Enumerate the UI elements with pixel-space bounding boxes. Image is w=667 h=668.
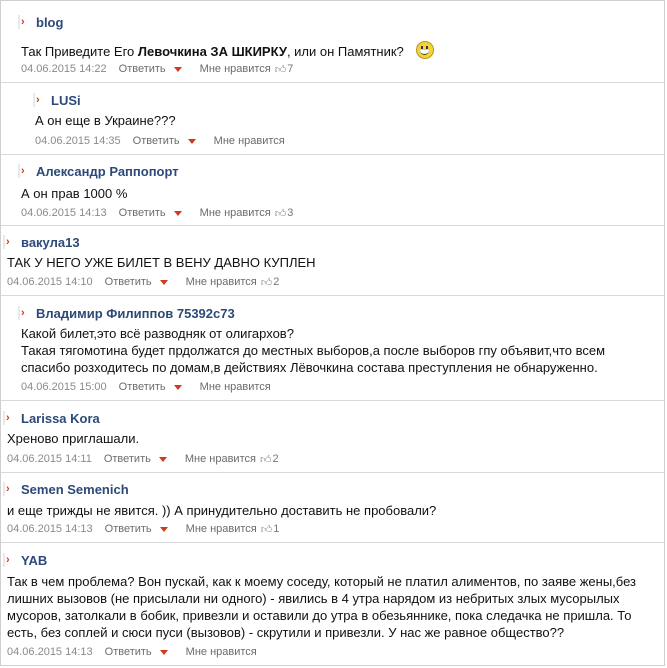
comment	[1, 401, 664, 473]
chevron-down-icon[interactable]	[188, 139, 196, 144]
chevron-down-icon[interactable]	[174, 385, 182, 390]
reply-arrow-icon: ›	[18, 15, 33, 29]
like-button[interactable]: Мне нравится	[185, 646, 257, 658]
comment-meta	[7, 644, 257, 660]
comment	[1, 83, 664, 155]
thumbs-up-icon[interactable]: 👍︎	[260, 276, 273, 289]
reply-button[interactable]: Ответить	[103, 453, 151, 465]
reply-button[interactable]: Ответить	[118, 381, 166, 393]
like-button[interactable]: Мне нравится	[185, 523, 257, 535]
comment-text: ТАК У НЕГО УЖЕ БИЛЕТ В ВЕНУ ДАВНО КУПЛЕН	[7, 255, 316, 270]
comment-date: 04.06.2015 14:13	[7, 646, 93, 658]
reply-button[interactable]: Ответить	[118, 63, 166, 75]
comment-author[interactable]: YAB	[21, 552, 48, 568]
comment-date: 04.06.2015 14:22	[21, 63, 107, 75]
thumbs-up-icon[interactable]: 👍︎	[259, 453, 272, 466]
like-count: 2	[273, 276, 280, 288]
reply-arrow-icon: ›	[18, 164, 33, 178]
like-count: 1	[273, 523, 280, 535]
comment-author[interactable]: Владимир Филиппов 75392с73	[36, 305, 235, 321]
reply-arrow-icon: ›	[3, 553, 18, 567]
comment-author[interactable]: Александр Раппопорт	[36, 163, 179, 179]
thumbs-up-icon[interactable]: 👍︎	[274, 63, 287, 76]
comment-date: 04.06.2015 14:13	[21, 207, 107, 219]
like-button[interactable]: Мне нравится	[185, 276, 257, 288]
reply-arrow-icon: ›	[18, 306, 33, 320]
chevron-down-icon[interactable]	[160, 650, 168, 655]
comment-text: и еще трижды не явится. )) А принудительно доставить не пробовали?	[7, 503, 437, 518]
comment-meta	[35, 133, 285, 149]
thumbs-up-icon[interactable]: 👍︎	[274, 207, 287, 220]
comment-date: 04.06.2015 14:11	[7, 453, 92, 465]
comment-meta	[7, 521, 279, 537]
smiley-icon	[416, 41, 434, 59]
chevron-down-icon[interactable]	[159, 457, 167, 462]
reply-button[interactable]: Ответить	[104, 646, 152, 658]
comment-date: 04.06.2015 15:00	[21, 381, 107, 393]
comment	[1, 155, 664, 226]
thumbs-up-icon[interactable]: 👍︎	[260, 523, 273, 536]
like-button[interactable]: Мне нравится	[199, 63, 271, 75]
reply-arrow-icon: ›	[3, 482, 18, 496]
comment-text: Какой билет,это всё разводняк от олигархов? Такая тягомотина будет прдолжатся до местных выборов,а после выборов гпу объявит,что всем спасибо розходитесь по домам,в действиях Лёвочкина состава преступления не обнаруженно.	[21, 326, 606, 375]
comment-author[interactable]: вакула13	[21, 234, 80, 250]
comment-meta	[7, 274, 279, 290]
comment	[1, 473, 664, 543]
comment	[1, 296, 664, 401]
like-button[interactable]: Мне нравится	[199, 381, 271, 393]
reply-button[interactable]: Ответить	[104, 523, 152, 535]
like-count: 3	[287, 207, 294, 219]
reply-arrow-icon: ›	[3, 411, 18, 425]
comment-text: Так Приведите Его Левочкина ЗА ШКИРКУ, или он Памятник?	[21, 43, 434, 62]
comment	[1, 1, 664, 83]
like-count: 7	[287, 63, 294, 75]
reply-arrow-icon: ›	[33, 93, 48, 107]
reply-button[interactable]: Ответить	[118, 207, 166, 219]
chevron-down-icon[interactable]	[174, 67, 182, 72]
comment-text: Так в чем проблема? Вон пускай, как к моему соседу, который не платил алиментов, по заяве жены,без лишних вызовов (не присылали ни одного) - явились в 4 утра нарядом из небритых злых мусорылых мусоров, затолкали в бобик, привезли и оставили до утра в обезьяннике, пока следачка не пришла. То есть, без соплей и сюси пуси (вызовов) - скрутили и привезли. У нас же равное общество??	[7, 574, 636, 640]
comment-meta	[21, 205, 293, 221]
chevron-down-icon[interactable]	[174, 211, 182, 216]
comment-author[interactable]: Larissa Kora	[21, 410, 100, 426]
reply-button[interactable]: Ответить	[132, 135, 180, 147]
comment-text: А он прав 1000 %	[21, 186, 128, 201]
comment-text: А он еще в Украине???	[35, 113, 176, 128]
like-button[interactable]: Мне нравится	[184, 453, 256, 465]
comment-date: 04.06.2015 14:10	[7, 276, 93, 288]
comment	[1, 226, 664, 296]
comment-text: Хреново приглашали.	[7, 431, 140, 446]
chevron-down-icon[interactable]	[160, 280, 168, 285]
comment-author[interactable]: LUSi	[51, 92, 81, 108]
comment-author[interactable]: blog	[36, 14, 64, 30]
reply-button[interactable]: Ответить	[104, 276, 152, 288]
comment-author[interactable]: Semen Semenich	[21, 481, 129, 497]
comment-meta	[21, 61, 293, 77]
chevron-down-icon[interactable]	[160, 527, 168, 532]
comment-date: 04.06.2015 14:13	[7, 523, 93, 535]
comment-date: 04.06.2015 14:35	[35, 135, 121, 147]
like-button[interactable]: Мне нравится	[199, 207, 271, 219]
comment-meta	[21, 379, 271, 395]
like-button[interactable]: Мне нравится	[213, 135, 285, 147]
reply-arrow-icon: ›	[3, 235, 18, 249]
comment	[1, 543, 664, 666]
like-count: 2	[272, 453, 279, 465]
comment-meta	[7, 451, 279, 467]
